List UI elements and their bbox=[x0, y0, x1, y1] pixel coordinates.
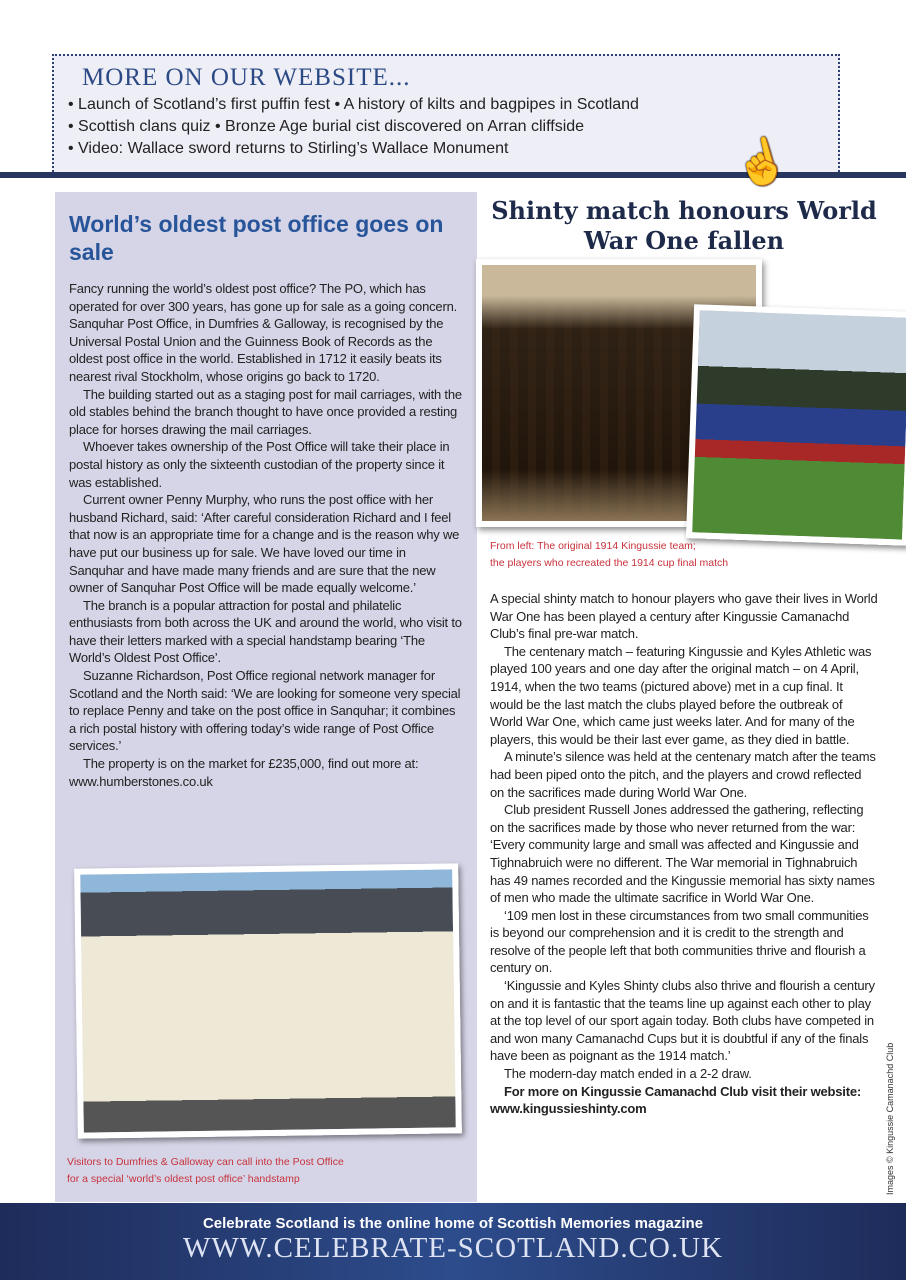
paragraph: Suzanne Richardson, Post Office regional network manager for Scotland and the North said: ‘We are looking for someone very special to replace Penny and take on the post office in Sanquhar; it combines a rich postal history with offering today’s wide range of Post Office services.’ bbox=[69, 668, 461, 754]
photo-caption: Visitors to Dumfries & Galloway can call into the Post Office bbox=[67, 1156, 344, 1168]
article-title: Shinty match honours World War One fallen bbox=[491, 196, 877, 255]
paragraph: The centenary match – featuring Kingussie and Kyles Athletic was played 100 years and one day after the original match – on 4 April, 1914, when the two teams (pictured above) met in a cup final. It would be the last match the clubs played before the outbreak of World War One, which came just weeks later. And for many of the players, this would be their last ever game, as they died in battle. bbox=[490, 643, 872, 747]
website-link[interactable]: • Launch of Scotland’s first puffin fest • A history of kilts and bagpipes in Scotland bbox=[68, 96, 639, 113]
website-link[interactable]: • Video: Wallace sword returns to Stirling’s Wallace Monument bbox=[68, 140, 509, 157]
photo-caption: the players who recreated the 1914 cup final match bbox=[490, 557, 729, 569]
website-links-box bbox=[52, 54, 840, 176]
modern-team-photo bbox=[686, 304, 906, 546]
post-office-photo bbox=[74, 863, 462, 1138]
photo-caption: From left: The original 1914 Kingussie team; bbox=[490, 540, 696, 552]
photo-caption: for a special ‘world’s oldest post office’ handstamp bbox=[67, 1173, 300, 1185]
paragraph: The building started out as a staging post for mail carriages, with the old stables behind the branch thought to have once provided a resting place for horses drawing the mail carriages. bbox=[69, 386, 462, 437]
footer-tagline: Celebrate Scotland is the online home of Scottish Memories magazine bbox=[202, 1215, 704, 1232]
paragraph: Current owner Penny Murphy, who runs the post office with her husband Richard, said: ‘After careful consideration Richard and I feel that now is an appropriate time for a change and is the reason why we have put our business up for sale. We have loved our time in Sanquhar and have made many friends and are sure that the new owner of Sanquhar Post Office will be made equally welcome.’ bbox=[69, 492, 460, 596]
footer-banner bbox=[0, 1203, 906, 1280]
paragraph: The modern-day match ended in a 2-2 draw. bbox=[504, 1066, 752, 1082]
pointing-hand-icon: ☝ bbox=[728, 131, 795, 194]
image-credit: Images © Kingussie Camanachd Club bbox=[885, 1042, 895, 1195]
club-website-link[interactable]: www.kingussieshinty.com bbox=[490, 1101, 647, 1117]
website-box-title: MORE ON OUR WEBSITE... bbox=[82, 64, 411, 91]
paragraph: The property is on the market for £235,000, find out more at: www.humberstones.co.uk bbox=[69, 756, 419, 789]
paragraph: ‘Kingussie and Kyles Shinty clubs also thrive and flourish a century on and it is fantastic that the teams line up against each other to play at the top level of our sport again today. Both clubs have competed in and won many Camanachd Cups but it is doubtful if any of the finals have been as poignant as the 1914 match.’ bbox=[490, 978, 875, 1064]
website-link[interactable]: • Scottish clans quiz • Bronze Age burial cist discovered on Arran cliffside bbox=[68, 118, 585, 135]
paragraph: A minute’s silence was held at the centenary match after the teams had been piped onto the pitch, and the players and crowd reflected on the sacrifices made during World War One. bbox=[490, 749, 876, 800]
paragraph: Club president Russell Jones addressed the gathering, reflecting on the sacrifices made by those who never returned from the war: ‘Every community large and small was affected and Kingussie and Tighnabruich were no different. The War memorial in Tighnabruich has 49 names recorded and the Kingussie memorial has sixty names of men who made the ultimate sacrifice in World War One. bbox=[490, 802, 875, 906]
article-title: World’s oldest post office goes on sale bbox=[69, 211, 444, 265]
paragraph: ‘109 men lost in these circumstances from two small communities is beyond our comprehension and it is credit to the strength and resolve of the people left that both communities thrive and flourish a century on. bbox=[490, 907, 869, 976]
paragraph: The branch is a popular attraction for postal and philatelic enthusiasts from both across the UK and around the world, who visit to have their letters marked with a special handstamp bearing ‘The World’s Oldest Post Office’. bbox=[69, 597, 462, 666]
paragraph: Whoever takes ownership of the Post Office will take their place in postal history as only the sixteenth custodian of the property since it was established. bbox=[69, 439, 450, 490]
more-info: For more on Kingussie Camanachd Club visit their website: bbox=[504, 1083, 861, 1099]
paragraph: Fancy running the world’s oldest post office? The PO, which has operated for over 300 years, has gone up for sale as a going concern. Sanquhar Post Office, in Dumfries & Galloway, is recognised by the Universal Postal Union and the Guinness Book of Records as the oldest post office in the world. Established in 1712 it easily beats its nearest rival Stockholm, whose origins go back to 1720. bbox=[69, 281, 458, 384]
footer-url[interactable]: WWW.CELEBRATE-SCOTLAND.CO.UK bbox=[182, 1232, 724, 1264]
paragraph: A special shinty match to honour players who gave their lives in World War One has been played a century after Kingussie Camanachd Club’s final pre-war match. bbox=[490, 591, 878, 642]
